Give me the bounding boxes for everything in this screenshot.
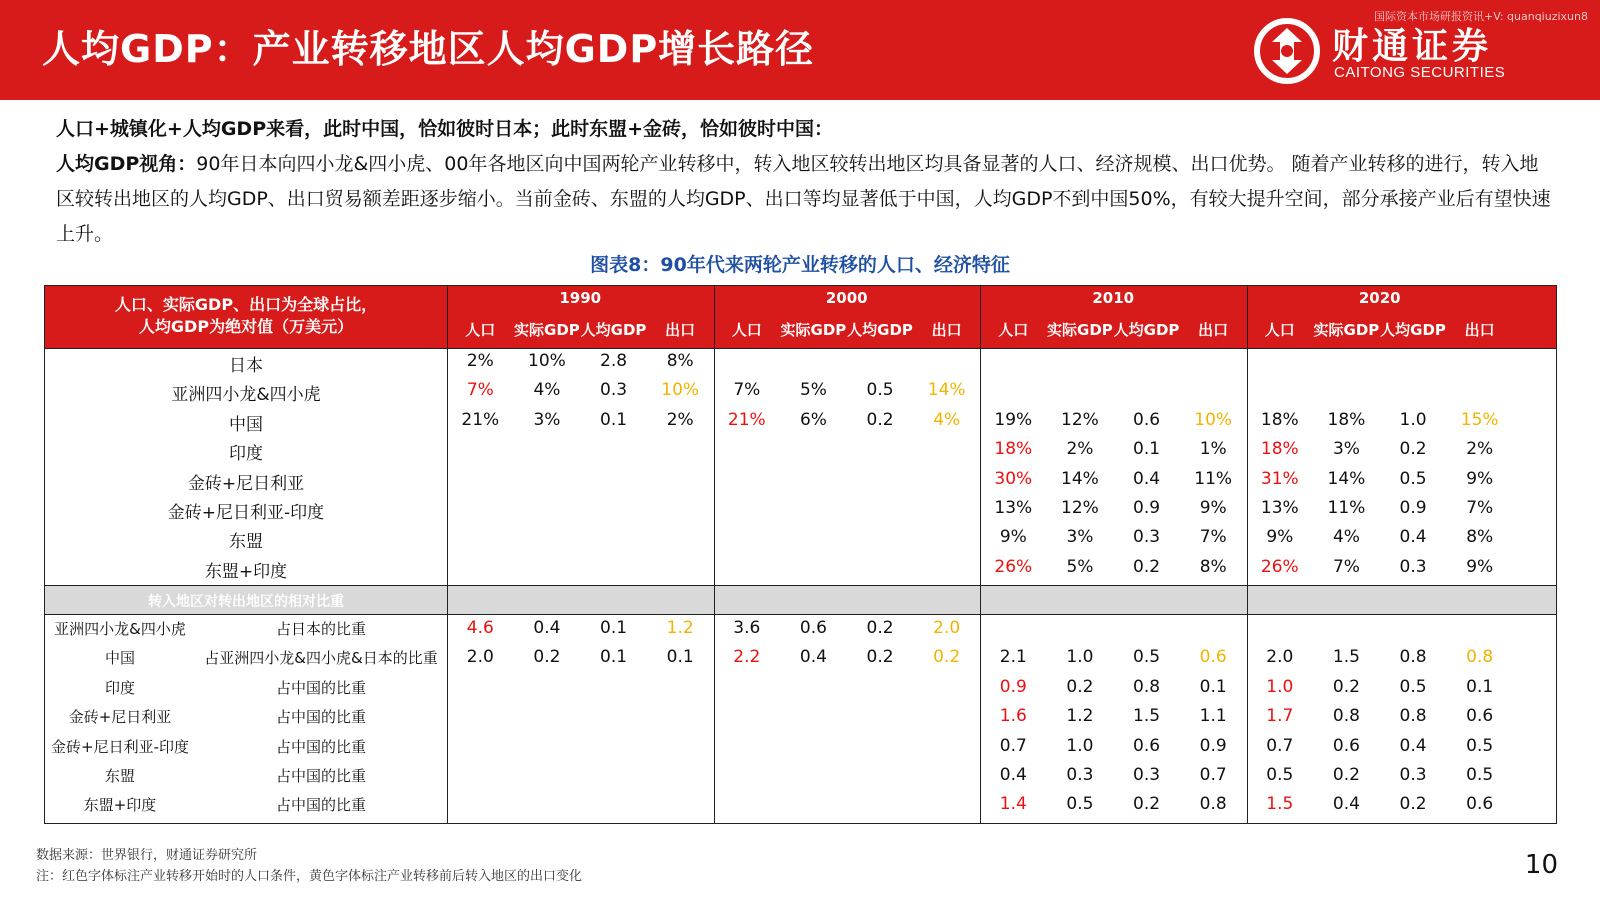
table-cell: 1.2 [1066, 706, 1094, 727]
table-cell: 0.4 [1399, 527, 1427, 548]
ratio-row-label: 东盟+印度 [83, 796, 157, 815]
table-cell: 21% [727, 409, 766, 430]
table-cell: 0.9 [1133, 498, 1161, 518]
ratio-row-basis: 占日本的比重 [275, 620, 366, 638]
metric-header: 实际GDP [514, 321, 580, 339]
table-cell: 30% [994, 468, 1033, 489]
row-divider [45, 614, 1556, 615]
year-header: 2000 [825, 289, 868, 307]
table-cell: 7% [1466, 498, 1494, 518]
table-cell: 0.6 [1466, 794, 1494, 815]
table-cell: 4% [533, 380, 561, 401]
ratio-row-label: 金砖+尼日利亚 [68, 708, 172, 727]
table-cell: 0.2 [1399, 439, 1427, 460]
table-cell: 0.9 [1399, 498, 1427, 518]
table-cell: 1.5 [1332, 647, 1360, 668]
metric-header: 人均GDP [847, 321, 913, 339]
table-cell: 1.0 [1066, 735, 1094, 756]
metric-header: 出口 [1198, 321, 1229, 339]
table-cell: 7% [733, 380, 761, 401]
table-cell: 7% [1199, 527, 1227, 548]
color-note: 注：红色字体标注产业转移开始时的人口条件，黄色字体标注产业转移前后转入地区的出口变化 [36, 869, 583, 884]
table-cell: 0.1 [1466, 676, 1494, 697]
row-label: 金砖+尼日利亚-印度 [167, 503, 325, 523]
table-cell: 0.5 [1466, 765, 1494, 785]
table-cell: 0.2 [1332, 676, 1360, 697]
table-cell: 0.2 [1066, 676, 1094, 697]
table-cell: 0.2 [866, 618, 894, 638]
table-cell: 0.2 [933, 647, 961, 668]
year-header: 2010 [1092, 289, 1135, 307]
table-cell: 6% [799, 409, 827, 430]
table-cell: 26% [1260, 556, 1299, 577]
table-cell: 2.8 [600, 351, 628, 371]
row-label: 亚洲四小龙&四小虎 [171, 385, 321, 406]
table-cell: 0.7 [1199, 765, 1227, 785]
table-cell: 0.7 [999, 735, 1027, 756]
table-cell: 0.4 [1133, 468, 1161, 489]
table-cell: 12% [1061, 498, 1099, 518]
table-cell: 0.3 [1399, 765, 1427, 785]
table-cell: 0.4 [533, 618, 561, 638]
table-cell: 0.3 [1133, 765, 1161, 785]
table-cell: 2.0 [466, 647, 494, 668]
metric-header: 人口 [998, 321, 1029, 339]
table-cell: 0.2 [866, 647, 894, 668]
table-cell: 0.4 [799, 647, 827, 668]
table-cell: 2% [666, 409, 694, 430]
table-cell: 0.6 [1133, 409, 1161, 430]
table-cell: 7% [466, 380, 494, 401]
table-cell: 0.1 [666, 647, 694, 668]
table-cell: 1% [1199, 439, 1227, 460]
table-cell: 0.8 [1466, 647, 1494, 668]
page-number: 10 [1524, 850, 1558, 880]
metric-header: 人口 [465, 321, 496, 339]
metric-header: 实际GDP [1313, 321, 1380, 339]
table-cell: 0.1 [1199, 676, 1227, 697]
table-cell: 13% [994, 498, 1033, 518]
table-cell: 5% [799, 380, 827, 401]
table-cell: 0.2 [866, 409, 894, 430]
table-cell: 0.5 [1133, 647, 1161, 668]
table-cell: 1.0 [1066, 647, 1094, 668]
metric-header: 出口 [665, 321, 696, 339]
table-cell: 10% [1194, 409, 1233, 430]
table-cell: 0.5 [1066, 794, 1094, 815]
ratio-row-label: 东盟 [104, 767, 135, 785]
metric-header: 人口 [731, 321, 762, 339]
table-cell: 0.8 [1133, 676, 1161, 697]
ratio-row-label: 中国 [104, 649, 135, 668]
table-cell: 4% [1332, 527, 1360, 548]
table-cell: 18% [994, 439, 1033, 460]
table-cell: 0.5 [1466, 735, 1494, 756]
table-cell: 9% [1466, 468, 1494, 489]
year-header: 2020 [1358, 289, 1401, 307]
metric-header: 人口 [1264, 321, 1295, 339]
table-cell: 1.6 [999, 706, 1027, 727]
table-cell: 12% [1061, 409, 1099, 430]
figure-title: 图表8：90年代来两轮产业转移的人口、经济特征 [590, 254, 1010, 276]
row-label: 东盟+印度 [204, 561, 288, 582]
table-cell: 0.3 [1133, 527, 1161, 548]
table-cell: 18% [1260, 439, 1299, 460]
table-cell: 2.2 [733, 647, 761, 668]
table-cell: 2% [1466, 439, 1494, 460]
table-cell: 4% [933, 409, 961, 430]
table-cell: 0.6 [799, 618, 827, 638]
table-cell: 0.8 [1199, 794, 1227, 815]
table-corner-label: 人口、实际GDP、出口为全球占比， 人均GDP为绝对值（万美元） [114, 295, 378, 336]
table-cell: 9% [1199, 498, 1227, 518]
table-cell: 21% [461, 409, 500, 430]
table-cell: 18% [1327, 409, 1366, 430]
row-divider [45, 348, 1556, 349]
metric-header: 人均GDP [1113, 321, 1180, 339]
table-cell: 1.5 [1266, 794, 1294, 815]
table-cell: 2% [1066, 439, 1094, 460]
intro-lead: 人口+城镇化+人均GDP来看，此时中国，恰如彼时日本；此时东盟+金砖，恰如彼时中国： [56, 118, 834, 140]
table-cell: 1.5 [1133, 706, 1161, 727]
table-cell: 14% [1061, 468, 1099, 489]
table-cell: 0.1 [600, 409, 628, 430]
table-cell: 0.3 [600, 380, 628, 401]
table-cell: 8% [666, 351, 694, 371]
ratio-row-label: 亚洲四小龙&四小虎 [54, 620, 186, 638]
intro-body: 90年日本向四小龙&四小虎、00年各地区向中国两轮产业转移中，转入地区较转出地区均具备显著的人口、经济规模、出口优势。 随着产业转移的进行，转入地区较转出地区的人均GDP、出口贸易额差距逐步缩小。当前金砖、东盟的人均GDP、出口等均显著低于中国，人均GDP不到中国50%，有较大提升空间，部分承接产业后有望快速上升。 [56, 153, 1551, 245]
table-cell: 4.6 [466, 618, 494, 638]
footer-notes [36, 845, 582, 887]
table-cell: 0.1 [1133, 439, 1161, 460]
table-cell: 0.1 [600, 647, 628, 668]
table-cell: 0.5 [1399, 676, 1427, 697]
metric-header: 出口 [1464, 321, 1495, 339]
ratio-row-basis: 占中国的比重 [275, 796, 366, 815]
row-divider [45, 585, 1556, 586]
column-divider [714, 286, 715, 823]
intro-body-paragraph [56, 147, 1556, 252]
watermark-text: 国际资本市场研报资讯+V: quanqiuzixun8 [1373, 10, 1588, 23]
ratio-row-label: 印度 [104, 678, 135, 697]
table-cell: 0.8 [1399, 706, 1427, 727]
table-cell: 0.7 [1266, 735, 1294, 756]
row-label: 日本 [229, 356, 263, 376]
table-cell: 18% [1260, 409, 1299, 430]
table-cell: 10% [528, 351, 566, 371]
table-cell: 1.0 [1399, 409, 1427, 430]
intro-text [56, 112, 1556, 252]
table-cell: 0.5 [866, 380, 894, 401]
table-cell: 7% [1332, 556, 1360, 577]
table-cell: 0.6 [1332, 735, 1360, 756]
source-note: 数据来源：世界银行，财通证券研究所 [36, 848, 258, 863]
year-header: 1990 [559, 289, 602, 307]
table-cell: 2.0 [1266, 647, 1294, 668]
table-cell: 13% [1260, 498, 1299, 518]
ratio-row-label: 金砖+尼日利亚-印度 [51, 737, 189, 756]
table-cell: 8% [1199, 556, 1227, 577]
table-cell: 3% [533, 409, 561, 430]
metric-header: 实际GDP [780, 321, 847, 339]
table-cell: 10% [661, 380, 700, 401]
row-label: 东盟 [229, 532, 263, 553]
logo-name: 财通证券 [1332, 26, 1493, 67]
row-label: 印度 [229, 444, 263, 465]
page-title: 人均GDP：产业转移地区人均GDP增长路径 [42, 27, 815, 71]
table-cell: 0.3 [1399, 556, 1427, 577]
ratio-row-basis: 占中国的比重 [275, 678, 366, 697]
ratio-row-basis: 占中国的比重 [275, 767, 366, 785]
table-cell: 0.4 [1332, 794, 1360, 815]
table-cell: 11% [1194, 468, 1233, 489]
table-cell: 0.2 [1133, 556, 1161, 577]
ratio-row-basis: 占中国的比重 [275, 708, 366, 727]
company-logo [1252, 16, 1552, 86]
table-cell: 5% [1066, 556, 1094, 577]
table-cell: 9% [1466, 556, 1494, 577]
table-cell: 0.8 [1399, 647, 1427, 668]
table-cell: 0.9 [1199, 735, 1227, 756]
header-banner [0, 0, 1600, 100]
table-cell: 9% [1266, 527, 1294, 548]
table-cell: 0.2 [533, 647, 561, 668]
table-cell: 0.4 [1399, 735, 1427, 756]
table-cell: 2% [466, 351, 494, 371]
row-label: 中国 [229, 414, 263, 435]
ratio-row-basis: 占亚洲四小龙&四小虎&日本的比重 [204, 649, 438, 668]
table-cell: 14% [1327, 468, 1366, 489]
table-cell: 0.4 [999, 765, 1027, 785]
row-label: 金砖+尼日利亚 [187, 473, 305, 494]
table-cell: 2.0 [933, 618, 961, 638]
table-cell: 19% [994, 409, 1033, 430]
metric-header: 出口 [931, 321, 962, 339]
table-cell: 1.1 [1199, 706, 1227, 727]
data-table [44, 285, 1557, 824]
section-label: 转入地区对转出地区的相对比重 [148, 594, 344, 610]
logo-english-name: CAITONG SECURITIES [1334, 64, 1506, 81]
table-cell: 0.6 [1466, 706, 1494, 727]
table-cell: 1.0 [1266, 676, 1294, 697]
metric-header: 实际GDP [1047, 321, 1113, 339]
table-cell: 2.1 [999, 647, 1027, 668]
table-cell: 0.2 [1332, 765, 1360, 785]
table-cell: 11% [1327, 498, 1366, 518]
table-cell: 3.6 [733, 618, 761, 638]
metric-header: 人均GDP [1380, 321, 1446, 339]
metric-header: 人均GDP [580, 321, 647, 339]
logo-mark-icon [1252, 16, 1322, 86]
table-cell: 14% [927, 380, 966, 401]
table-cell: 0.6 [1199, 647, 1227, 668]
table-cell: 15% [1460, 409, 1499, 430]
table-cell: 1.7 [1266, 706, 1294, 727]
ratio-row-basis: 占中国的比重 [275, 737, 366, 756]
table-cell: 0.8 [1332, 706, 1360, 727]
table-cell: 31% [1260, 468, 1299, 489]
table-cell: 0.2 [1133, 794, 1161, 815]
table-cell: 0.5 [1266, 765, 1294, 785]
intro-label: 人均GDP视角： [56, 153, 197, 175]
table-cell: 0.3 [1066, 765, 1094, 785]
table-cell: 0.5 [1399, 468, 1427, 489]
table-cell: 3% [1066, 527, 1094, 548]
table-cell: 0.6 [1133, 735, 1161, 756]
table-cell: 8% [1466, 527, 1494, 548]
table-cell: 3% [1332, 439, 1360, 460]
table-cell: 1.2 [666, 618, 694, 638]
table-cell: 1.4 [999, 794, 1027, 815]
table-cell: 26% [994, 556, 1033, 577]
table-cell: 0.9 [999, 676, 1027, 697]
table-cell: 9% [999, 527, 1027, 548]
table-cell: 0.2 [1399, 794, 1427, 815]
table-cell: 0.1 [600, 618, 628, 638]
